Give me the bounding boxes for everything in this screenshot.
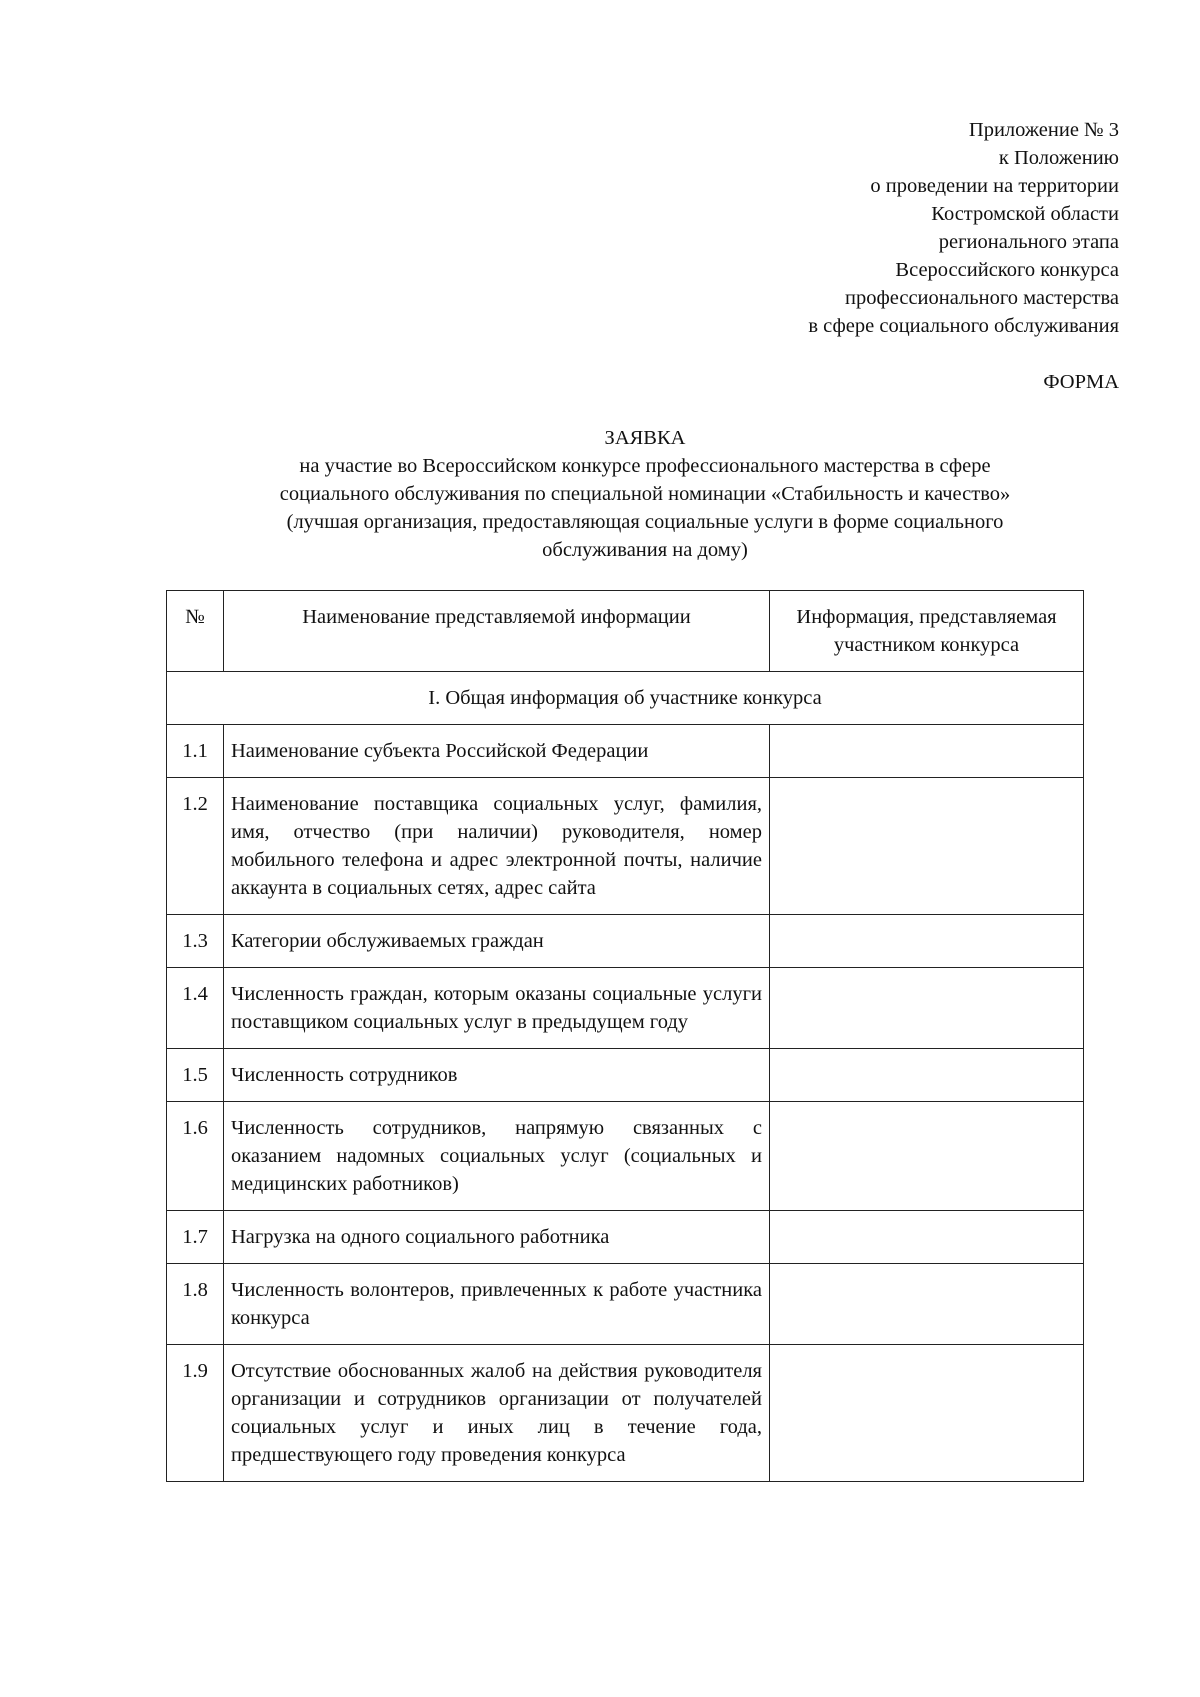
row-info-cell[interactable] xyxy=(770,1102,1084,1211)
header-num: № xyxy=(167,591,224,672)
row-description: Отсутствие обоснованных жалоб на действия руководителя организации и сотрудников организации от получателей социальных услуг и иных лиц в течение года, предшествующего году проведения конкурса xyxy=(224,1345,770,1482)
row-info-cell[interactable] xyxy=(770,1049,1084,1102)
table-row xyxy=(167,915,1084,968)
row-info-cell[interactable] xyxy=(770,1264,1084,1345)
application-title: ЗАЯВКА xyxy=(604,427,686,449)
header-name: Наименование представляемой информации xyxy=(224,591,770,672)
row-number: 1.2 xyxy=(167,778,224,915)
row-description: Численность граждан, которым оказаны социальные услуги поставщиком социальных услуг в предыдущем году xyxy=(224,968,770,1049)
table-row xyxy=(167,968,1084,1049)
application-subtitle-line: социального обслуживания по специальной номинации «Стабильность и качество» xyxy=(279,483,1011,505)
row-number: 1.3 xyxy=(167,915,224,968)
appendix-line: в сфере социального обслуживания xyxy=(808,315,1119,337)
row-info-cell[interactable] xyxy=(770,1211,1084,1264)
appendix-line: о проведении на территории xyxy=(870,175,1119,197)
row-description: Нагрузка на одного социального работника xyxy=(224,1211,770,1264)
row-info-cell[interactable] xyxy=(770,725,1084,778)
row-description: Категории обслуживаемых граждан xyxy=(224,915,770,968)
appendix-line: регионального этапа xyxy=(938,231,1119,253)
application-table xyxy=(166,590,1084,1482)
row-number: 1.9 xyxy=(167,1345,224,1482)
row-description: Численность сотрудников xyxy=(224,1049,770,1102)
row-description: Численность сотрудников, напрямую связанных с оказанием надомных социальных услуг (социальных и медицинских работников) xyxy=(224,1102,770,1211)
row-description: Численность волонтеров, привлеченных к работе участника конкурса xyxy=(224,1264,770,1345)
table-row xyxy=(167,725,1084,778)
forma-label: ФОРМА xyxy=(1043,371,1119,393)
appendix-line: Приложение № 3 xyxy=(968,119,1119,141)
application-subtitle-line: на участие во Всероссийском конкурсе профессионального мастерства в сфере xyxy=(299,455,991,477)
row-info-cell[interactable] xyxy=(770,915,1084,968)
row-number: 1.5 xyxy=(167,1049,224,1102)
table-row xyxy=(167,1345,1084,1482)
table-row xyxy=(167,1211,1084,1264)
row-description: Наименование субъекта Российской Федерации xyxy=(224,725,770,778)
table-row xyxy=(167,1102,1084,1211)
application-heading xyxy=(150,424,1140,564)
row-info-cell[interactable] xyxy=(770,968,1084,1049)
table-row xyxy=(167,1049,1084,1102)
row-number: 1.7 xyxy=(167,1211,224,1264)
row-number: 1.8 xyxy=(167,1264,224,1345)
section-title: I. Общая информация об участнике конкурса xyxy=(167,672,1084,725)
table-row xyxy=(167,1264,1084,1345)
table-header-row xyxy=(167,591,1084,672)
appendix-line: профессионального мастерства xyxy=(844,287,1119,309)
table-row xyxy=(167,778,1084,915)
row-info-cell[interactable] xyxy=(770,778,1084,915)
row-info-cell[interactable] xyxy=(770,1345,1084,1482)
header-info: Информация, представляемая участником конкурса xyxy=(770,591,1084,672)
application-subtitle-line: обслуживания на дому) xyxy=(542,539,748,561)
appendix-reference xyxy=(419,116,1119,340)
appendix-line: к Положению xyxy=(998,147,1119,169)
appendix-line: Всероссийского конкурса xyxy=(895,259,1119,281)
row-number: 1.4 xyxy=(167,968,224,1049)
section-row xyxy=(167,672,1084,725)
row-number: 1.1 xyxy=(167,725,224,778)
row-description: Наименование поставщика социальных услуг, фамилия, имя, отчество (при наличии) руководителя, номер мобильного телефона и адрес электронной почты, наличие аккаунта в социальных сетях, адрес сайта xyxy=(224,778,770,915)
row-number: 1.6 xyxy=(167,1102,224,1211)
appendix-line: Костромской области xyxy=(931,203,1119,225)
application-subtitle-line: (лучшая организация, предоставляющая социальные услуги в форме социального xyxy=(286,511,1004,533)
